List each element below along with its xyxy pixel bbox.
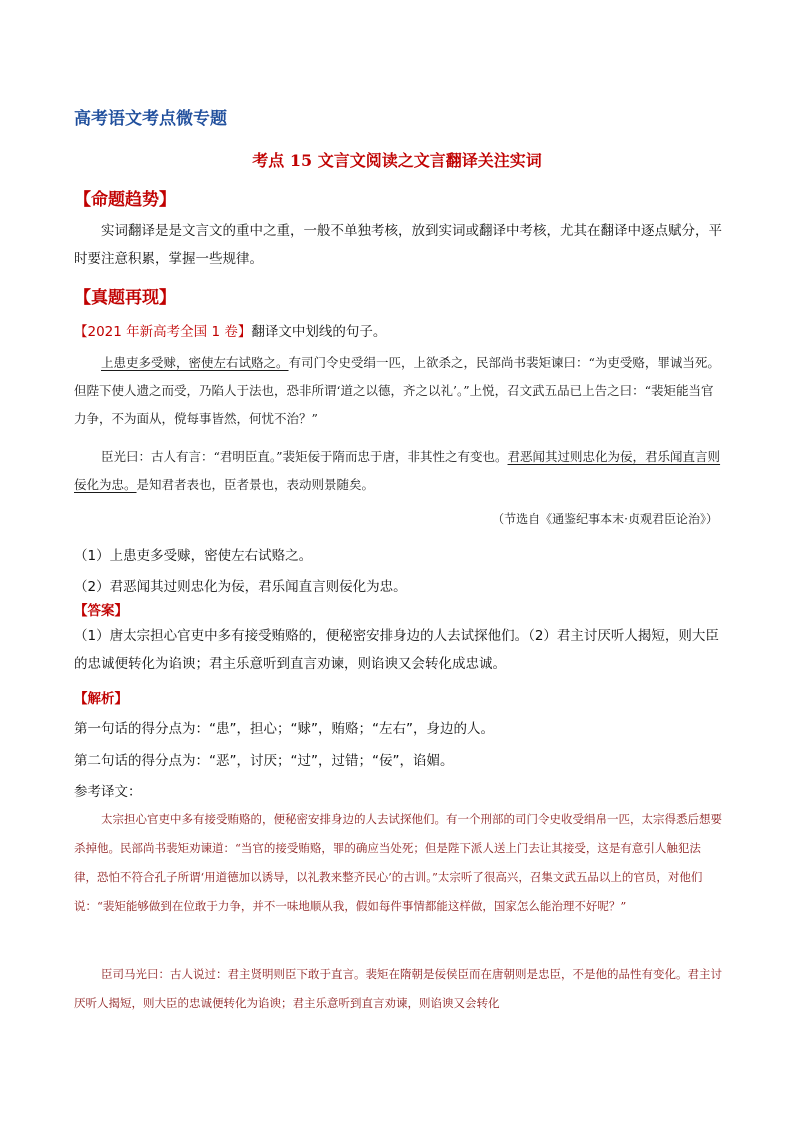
question-instruction: 翻译文中划线的句子。 [251, 324, 387, 340]
passage-text-2a: 臣光曰：古人有言：“君明臣直。”裴矩佞于隋而忠于唐，非其性之有变也。 [101, 449, 508, 464]
translation-paragraph-2: 臣司马光曰：古人说过：君主贤明则臣下敢于直言。裴矩在隋朝是佞侯臣而在唐朝则是忠臣，不是他的品性有变化。君主讨厌听人揭短，则大臣的忠诚便转化为谄谀；君主乐意听到直言劝谏，则谄谀又会转化 [74, 967, 722, 1010]
series-title: 高考语文考点微专题 [74, 109, 227, 129]
underlined-sentence-1: 上患吏多受赇，密使左右试赂之。 [101, 355, 289, 370]
answer-label: 【答案】 [74, 603, 128, 619]
passage-source: （节选自《通鉴纪事本末·贞观君臣论治》） [492, 512, 718, 526]
exam-tag: 【2021 年新高考全国 1 卷】 [74, 324, 252, 340]
underlined-sentence-2: 君恶闻其过则忠化为佞，君乐闻直言则佞化为忠。 [74, 449, 721, 492]
real-exam-heading: 【真题再现】 [74, 288, 176, 308]
answer-text: （1）唐太宗担心官吏中多有接受贿赂的，便秘密安排身边的人去试探他们。（2）君主讨厌听人揭短，则大臣的忠诚便转化为谄谀；君主乐意听到直言劝谏，则谄谀又会转化成忠诚。 [74, 628, 719, 672]
topic-title: 考点 15 文言文阅读之文言翻译关注实词 [252, 151, 542, 170]
question-instruction-line [74, 318, 724, 346]
passage-text-1: 有司门令史受绢一匹，上欲杀之，民部尚书裴矩谏曰：“为吏受赂，罪诚当死。但陛下使人遗之而受，乃陷人于法也，恐非所谓‘道之以德，齐之以礼’。”上悦，召文武五品已上告之曰：“裴矩能当官力争，不为面从，傥每事皆然，何忧不治？” [74, 355, 720, 426]
translation-paragraph-1: 太宗担心官吏中多有接受贿赂的，便秘密安排身边的人去试探他们。有一个刑部的司门令史收受绢帛一匹，太宗得悉后想要杀掉他。民部尚书裴矩劝谏道：“当官的接受贿赂，罪的确应当处死；但是陛下派人送上门去让其接受，这是有意引人触犯法律，恐怕不符合孔子所谓‘用道德加以诱导，以礼教来整齐民心’的古训。”太宗听了很高兴，召集文武五品以上的官员，对他们说：“裴矩能够做到在位敢于力争，并不一味地顺从我，假如每件事情都能这样做，国家怎么能治理不好呢？” [74, 812, 722, 913]
analysis-line-2: 第二句话的得分点为：“恶”，讨厌；“过”，过错；“佞”，谄媚。 [74, 753, 454, 769]
reference-translation-label: 参考译文： [74, 784, 142, 800]
passage-text-2b: 是知君者表也，臣者景也，表动则景随矣。 [136, 477, 375, 492]
passage-paragraph-1 [74, 349, 724, 433]
analysis-label: 【解析】 [74, 691, 128, 707]
passage-paragraph-2 [74, 443, 724, 499]
question-item-1: （1）上患吏多受赇，密使左右试赂之。 [74, 548, 313, 564]
trend-heading: 【命题趋势】 [74, 190, 176, 210]
question-item-2: （2）君恶闻其过则忠化为佞，君乐闻直言则佞化为忠。 [74, 579, 407, 595]
trend-paragraph: 实词翻译是是文言文的重中之重，一般不单独考核，放到实词或翻译中考核，尤其在翻译中逐点赋分，平时要注意积累，掌握一些规律。 [74, 223, 722, 267]
analysis-line-1: 第一句话的得分点为：“患”，担心；“赇”，贿赂；“左右”，身边的人。 [74, 721, 494, 737]
